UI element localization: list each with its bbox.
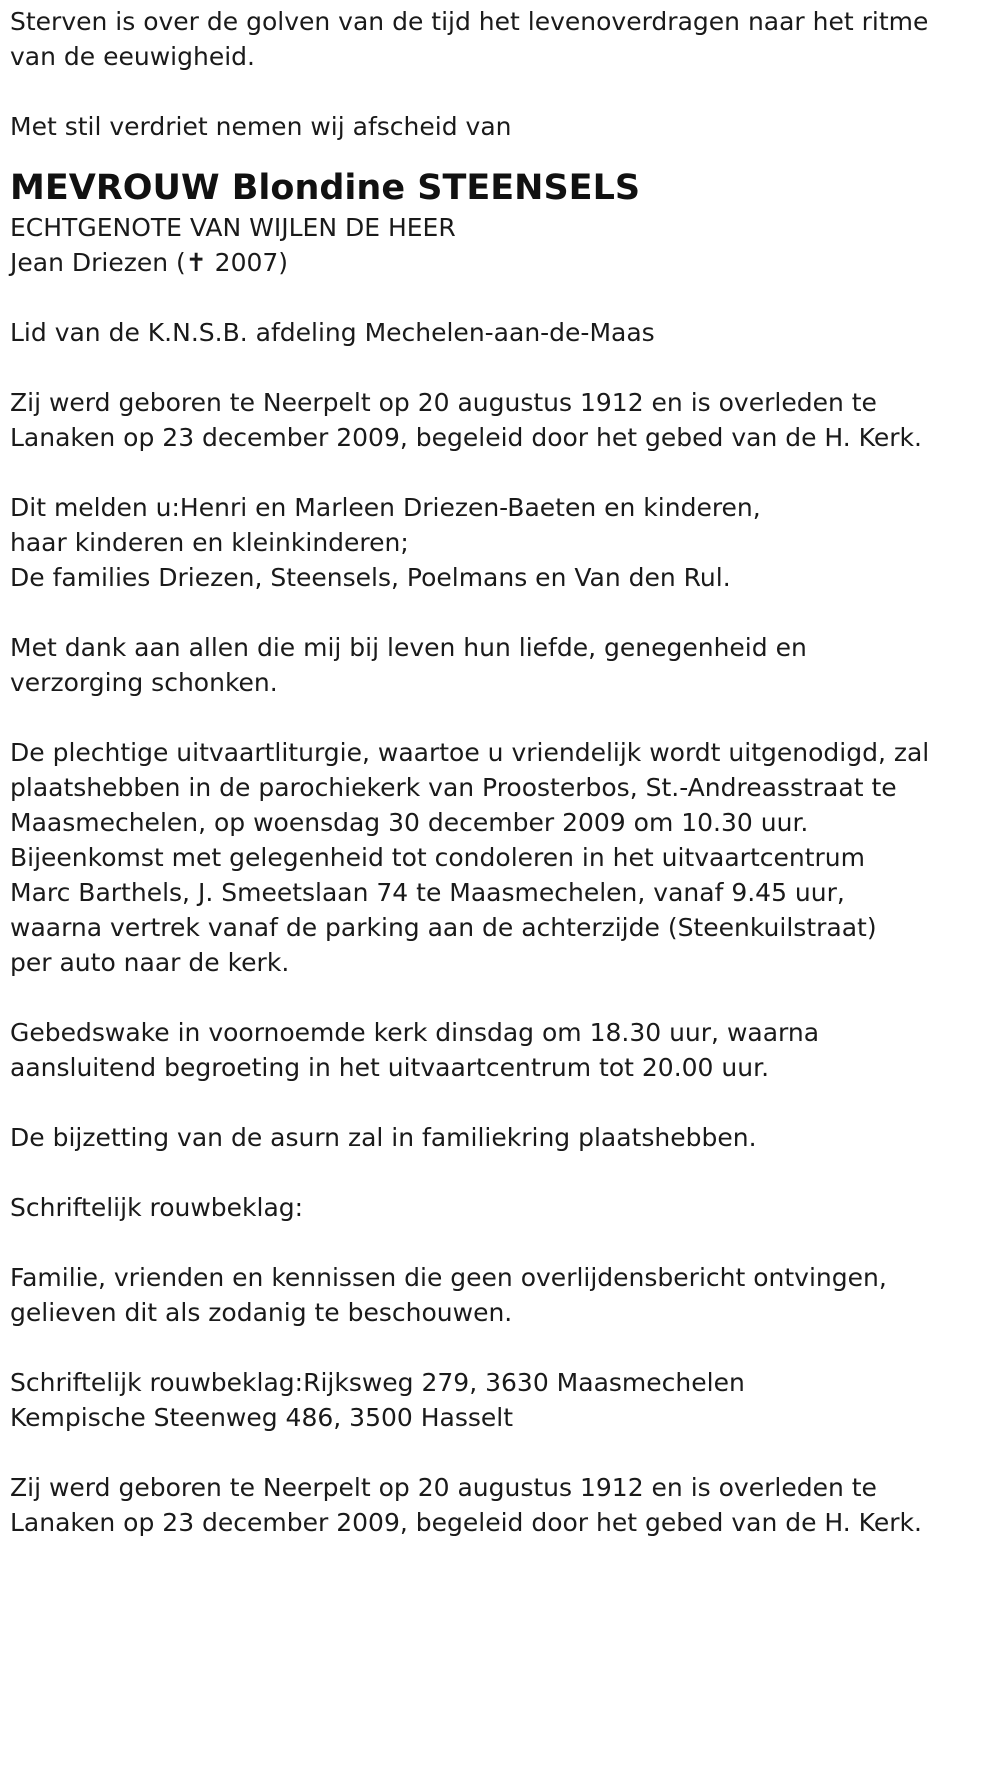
spacer (10, 595, 970, 630)
text-line: Marc Barthels, J. Smeetslaan 74 te Maasmechelen, vanaf 9.45 uur, (10, 878, 845, 907)
spacer (10, 280, 970, 315)
condolence-label: Schriftelijk rouwbeklag: (10, 1193, 304, 1222)
spouse-info (10, 210, 970, 280)
text-line: per auto naar de kerk. (10, 948, 290, 977)
condolence-address (10, 1365, 970, 1435)
spacer (10, 1155, 970, 1190)
deceased-name: MEVROUW Blondine STEENSELS (10, 168, 641, 208)
text-line: waarna vertrek vanaf de parking aan de achterzijde (Steenkuilstraat) (10, 913, 877, 942)
motto-line: van de eeuwigheid. (10, 42, 255, 71)
text-line: Schriftelijk rouwbeklag:Rijksweg 279, 3630 Maasmechelen (10, 1368, 745, 1397)
funeral-text (10, 735, 970, 980)
text-line: verzorging schonken. (10, 668, 278, 697)
text-line: De families Driezen, Steensels, Poelmans en Van den Rul. (10, 563, 731, 592)
motto (10, 4, 970, 74)
birth-death-text (10, 385, 970, 455)
vigil-text (10, 1015, 970, 1085)
spacer (10, 1085, 970, 1120)
text-line: aansluitend begroeting in het uitvaartcentrum tot 20.00 uur. (10, 1053, 770, 1082)
thanks-text (10, 630, 970, 700)
text-line: De plechtige uitvaartliturgie, waartoe u vriendelijk wordt uitgenodigd, zal (10, 738, 930, 767)
spouse-line: ECHTGENOTE VAN WIJLEN DE HEER (10, 213, 456, 242)
text-line: Kempische Steenweg 486, 3500 Hasselt (10, 1403, 514, 1432)
spouse-line: Jean Driezen (✝ 2007) (10, 248, 289, 277)
spacer (10, 980, 970, 1015)
deceased-block (10, 150, 970, 280)
spacer (10, 74, 970, 109)
notice-text (10, 1260, 970, 1330)
text-line: Bijeenkomst met gelegenheid tot condoleren in het uitvaartcentrum (10, 843, 865, 872)
membership-text: Lid van de K.N.S.B. afdeling Mechelen-aan-de-Maas (10, 318, 655, 347)
text-line: Zij werd geboren te Neerpelt op 20 augustus 1912 en is overleden te (10, 388, 877, 417)
announcers-text (10, 490, 970, 595)
intro-text: Met stil verdriet nemen wij afscheid van (10, 112, 512, 141)
spacer (10, 700, 970, 735)
text-line: Met dank aan allen die mij bij leven hun liefde, genegenheid en (10, 633, 807, 662)
motto-line: Sterven is over de golven van de tijd het levenoverdragen naar het ritme (10, 7, 929, 36)
text-line: Dit melden u:Henri en Marleen Driezen-Baeten en kinderen, (10, 493, 761, 522)
interment-text: De bijzetting van de asurn zal in familiekring plaatshebben. (10, 1123, 757, 1152)
text-line: Maasmechelen, op woensdag 30 december 2009 om 10.30 uur. (10, 808, 809, 837)
spacer (10, 1435, 970, 1470)
text-line: Lanaken op 23 december 2009, begeleid door het gebed van de H. Kerk. (10, 423, 922, 452)
text-line: gelieven dit als zodanig te beschouwen. (10, 1298, 513, 1327)
text-line: Lanaken op 23 december 2009, begeleid door het gebed van de H. Kerk. (10, 1508, 922, 1537)
text-line: haar kinderen en kleinkinderen; (10, 528, 409, 557)
spacer (10, 1225, 970, 1260)
text-line: Familie, vrienden en kennissen die geen overlijdensbericht ontvingen, (10, 1263, 887, 1292)
spacer (10, 1330, 970, 1365)
text-line: Zij werd geboren te Neerpelt op 20 augustus 1912 en is overleden te (10, 1473, 877, 1502)
text-line: plaatshebben in de parochiekerk van Proosterbos, St.-Andreasstraat te (10, 773, 897, 802)
spacer (10, 350, 970, 385)
spacer (10, 455, 970, 490)
birth-death-repeat-text (10, 1470, 970, 1540)
text-line: Gebedswake in voornoemde kerk dinsdag om 18.30 uur, waarna (10, 1018, 820, 1047)
